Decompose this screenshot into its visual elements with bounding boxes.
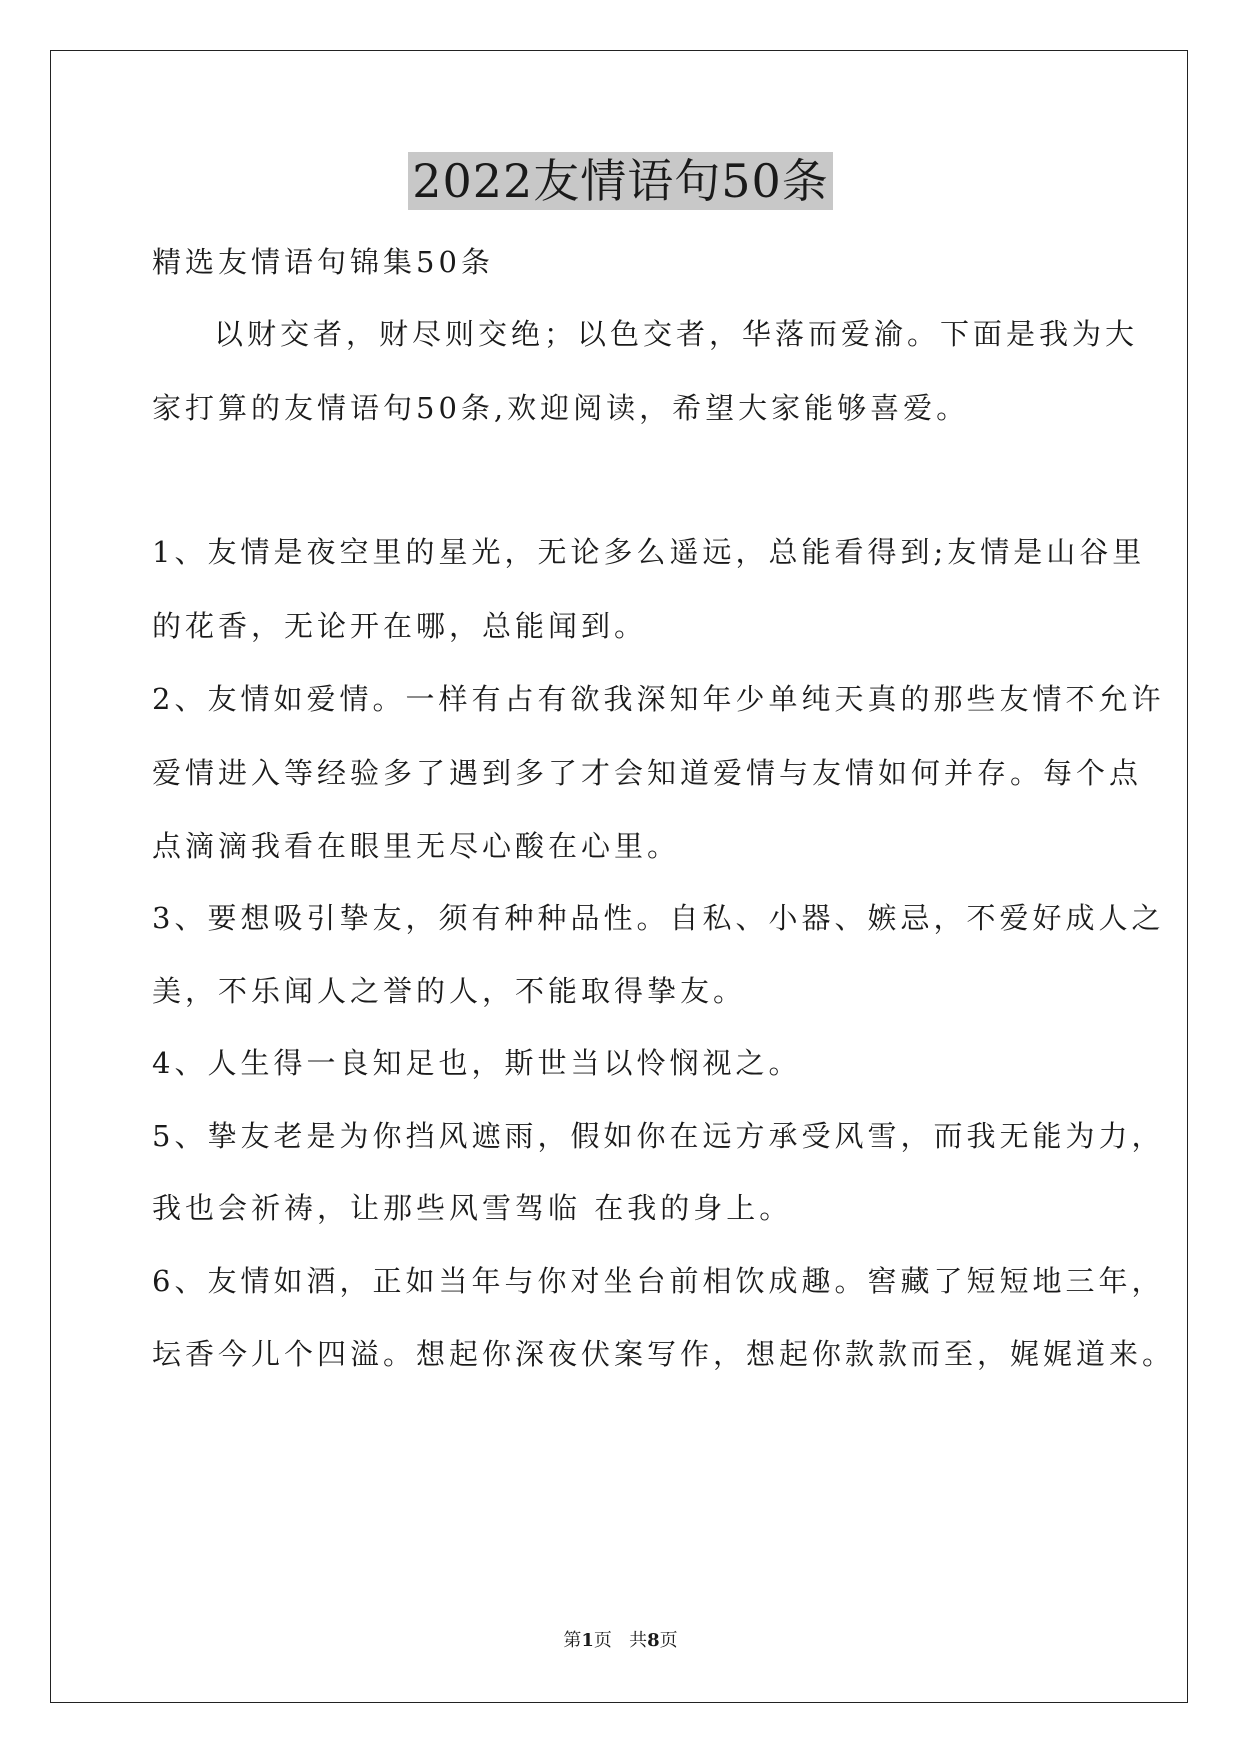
title-wrap [0, 152, 1241, 210]
page-border [50, 50, 1188, 1703]
intro-line: 以财交者，财尽则交绝；以色交者，华落而爱渝。下面是我为大 [214, 317, 1139, 351]
body-line: 的花香，无论开在哪，总能闻到。 [152, 609, 648, 643]
footer-suffix: 页 [659, 1630, 678, 1651]
body-line: 5、挚友老是为你挡风遮雨，假如你在远方承受风雪，而我无能为力， [152, 1119, 1165, 1153]
body-line: 4、人生得一良知足也，斯世当以怜悯视之。 [152, 1046, 802, 1080]
intro-line: 家打算的友情语句50条,欢迎阅读，希望大家能够喜爱。 [152, 391, 970, 425]
page-footer [0, 1629, 1241, 1653]
current-page-number: 1 [581, 1630, 594, 1651]
body-line: 1、友情是夜空里的星光，无论多么遥远，总能看得到;友情是山谷里 [152, 535, 1146, 569]
footer-middle: 页 共 [593, 1630, 648, 1651]
body-line: 坛香今儿个四溢。想起你深夜伏案写作，想起你款款而至，娓娓道来。 [152, 1337, 1176, 1371]
document-title: 2022友情语句50条 [408, 152, 833, 210]
body-line: 3、要想吸引挚友，须有种种品性。自私、小器、嫉忌，不爱好成人之 [152, 901, 1165, 935]
body-line: 点滴滴我看在眼里无尽心酸在心里。 [152, 829, 681, 863]
footer-prefix: 第 [563, 1630, 582, 1651]
body-line: 我也会祈祷，让那些风雪驾临 在我的身上。 [152, 1191, 793, 1225]
body-line: 爱情进入等经验多了遇到多了才会知道爱情与友情如何并存。每个点 [152, 756, 1143, 790]
body-line: 2、友情如爱情。一样有占有欲我深知年少单纯天真的那些友情不允许 [152, 682, 1165, 716]
total-pages-number: 8 [647, 1630, 660, 1651]
subtitle: 精选友情语句锦集50条 [152, 245, 494, 279]
body-line: 美，不乐闻人之誉的人，不能取得挚友。 [152, 974, 747, 1008]
body-line: 6、友情如酒，正如当年与你对坐台前相饮成趣。窖藏了短短地三年， [152, 1264, 1165, 1298]
